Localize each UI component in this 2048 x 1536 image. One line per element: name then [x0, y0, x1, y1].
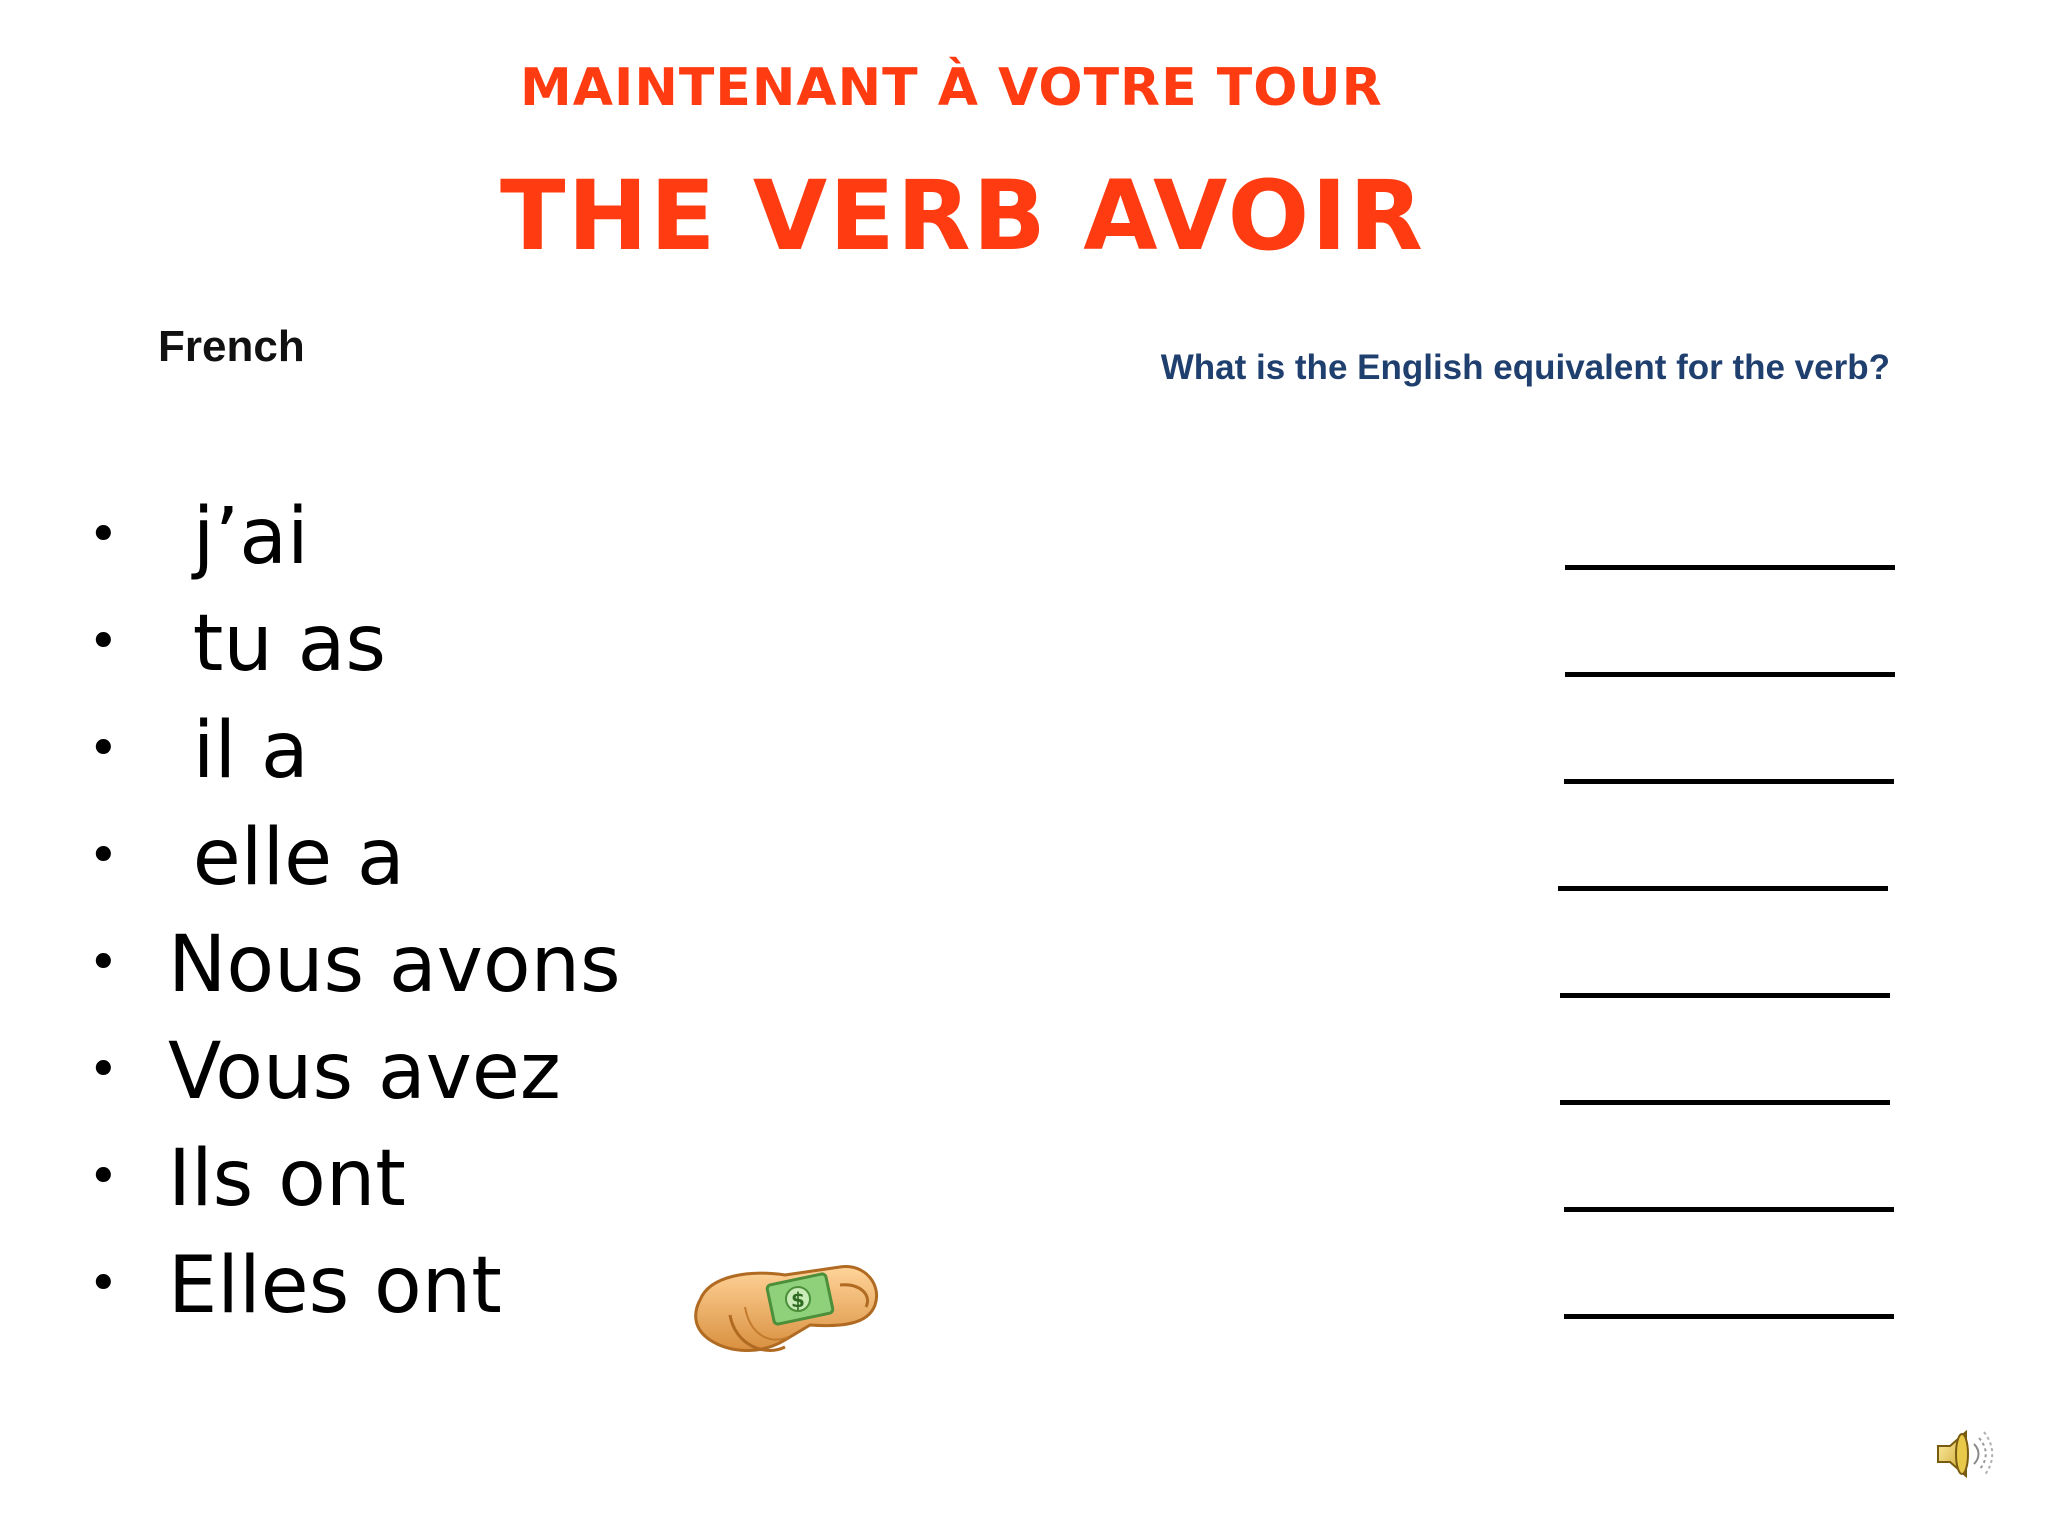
verb-item	[0, 1134, 2048, 1244]
verb-item	[0, 813, 2048, 923]
verb-item	[0, 1027, 2048, 1137]
verb-form: il a	[168, 706, 309, 796]
verb-form: j’ai	[168, 492, 309, 582]
verb-item	[0, 706, 2048, 816]
bullet: •	[88, 719, 119, 779]
bullet: •	[88, 1254, 119, 1314]
page-subtitle: MAINTENANT À VOTRE TOUR	[520, 58, 1383, 118]
speaker-icon[interactable]	[1932, 1422, 1996, 1486]
answer-blank-line	[1565, 672, 1895, 677]
french-column-heading: French	[158, 322, 305, 371]
answer-blank-line	[1564, 1207, 1894, 1212]
verb-form: Ils ont	[168, 1134, 406, 1224]
bullet: •	[88, 505, 119, 565]
bullet: •	[88, 933, 119, 993]
verb-form: Elles ont	[168, 1241, 502, 1331]
bullet: •	[88, 612, 119, 672]
verb-item	[0, 920, 2048, 1030]
answer-blank-line	[1560, 993, 1890, 998]
answer-blank-line	[1565, 565, 1895, 570]
hand-holding-money-icon	[690, 1245, 890, 1360]
verb-form: Vous avez	[168, 1027, 561, 1117]
bullet: •	[88, 1040, 119, 1100]
verb-conjugation-list	[0, 492, 2048, 1351]
bullet: •	[88, 1147, 119, 1207]
bullet: •	[88, 826, 119, 886]
verb-form: Nous avons	[168, 920, 621, 1010]
verb-form: tu as	[168, 599, 387, 689]
verb-form: elle a	[168, 813, 405, 903]
page-title: THE VERB AVOIR	[500, 160, 1425, 272]
svg-text:$: $	[791, 1288, 805, 1312]
answer-blank-line	[1560, 1100, 1890, 1105]
answer-blank-line	[1564, 779, 1894, 784]
verb-item	[0, 1241, 2048, 1351]
answer-blank-line	[1558, 886, 1888, 891]
english-column-heading: What is the English equivalent for the verb?	[1160, 348, 1890, 387]
answer-blank-line	[1564, 1314, 1894, 1319]
verb-item	[0, 492, 2048, 602]
verb-item	[0, 599, 2048, 709]
